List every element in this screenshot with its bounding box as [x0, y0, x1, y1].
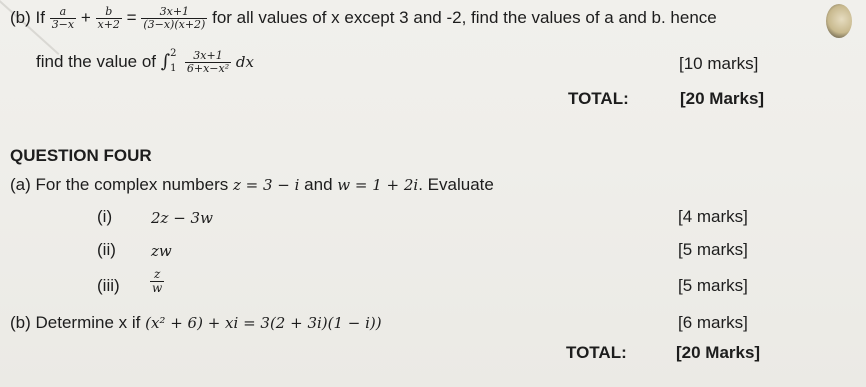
evaluate-word: . Evaluate: [418, 175, 494, 194]
plus-sign: +: [80, 7, 91, 27]
item-i-marks: [4 marks]: [678, 207, 748, 226]
part-b-question-line2: [36, 50, 254, 75]
and-word: and: [304, 175, 333, 194]
lower-limit: 1: [170, 63, 177, 75]
z-over-w-fraction: $\frac{z}{w}$: [152, 267, 163, 295]
integral-sign: ∫: [160, 50, 171, 72]
part-a-intro-line: [10, 175, 494, 195]
dx: dx: [235, 52, 254, 71]
fraction-rhs: $\frac{3x+1}{(3-x)(x+2)}$: [143, 5, 206, 31]
part-a-intro: (a) For the complex numbers: [10, 175, 229, 194]
part-b-determine-marks: [6 marks]: [678, 313, 748, 332]
item-iii-marks: [5 marks]: [678, 276, 748, 295]
part-b-equation: (x² + 6) + xi = 3(2 + 3i)(1 − i)): [145, 314, 382, 332]
item-ii-expression: zw: [151, 242, 172, 260]
integrand-fraction: $\frac{3x+1}{\text{6+x−x²}}$: [186, 49, 230, 75]
w-definition: w = 1 + 2i: [337, 176, 419, 194]
part-b-label: (b) If: [10, 7, 45, 27]
question-heading: QUESTION FOUR: [10, 146, 152, 165]
item-ii-marks: [5 marks]: [678, 240, 748, 259]
fraction-a: $\frac{a}{3-x}$: [51, 5, 75, 31]
thumb-smudge: [826, 4, 852, 38]
item-iii-number: (iii): [97, 276, 120, 295]
part-b-determine-line: [10, 313, 382, 333]
part-b-tail-text: for all values of x except 3 and -2, find the values of a and b. hence: [212, 7, 717, 27]
total-marks-2: [20 Marks]: [676, 343, 761, 362]
z-definition: z = 3 − i: [232, 176, 300, 194]
fraction-b: $\frac{b}{x+2}$: [97, 5, 120, 31]
item-i-number: (i): [97, 207, 113, 226]
equals-sign: =: [126, 7, 137, 27]
part-b-determine-text: (b) Determine x if: [10, 313, 141, 332]
total-marks-1: [20 Marks]: [680, 89, 765, 108]
item-i-expression: 2z − 3w: [151, 209, 213, 227]
upper-limit: 2: [170, 48, 177, 60]
total-label-2: TOTAL:: [566, 343, 627, 362]
line2-text: find the value of: [36, 51, 157, 71]
total-label-1: TOTAL:: [568, 89, 629, 108]
part-b-marks: [10 marks]: [679, 54, 759, 73]
item-iii-expression: [150, 268, 164, 295]
part-b-question-line1: [10, 6, 717, 31]
item-ii-number: (ii): [97, 240, 116, 259]
integral-limits: [170, 50, 180, 74]
